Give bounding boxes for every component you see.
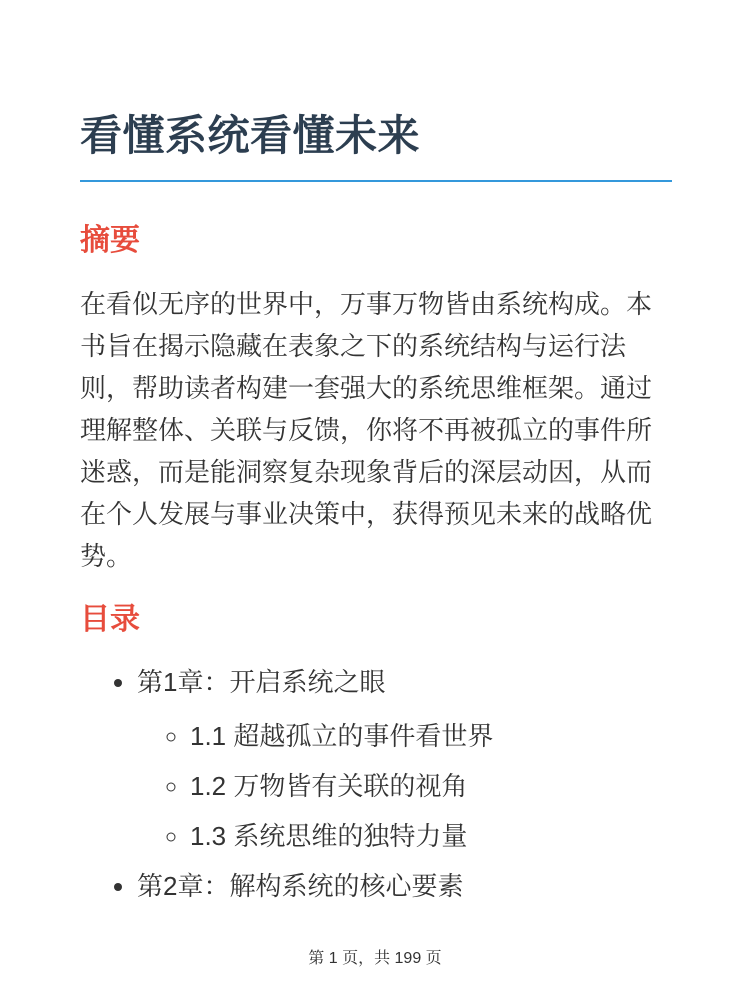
toc-section-1-1 xyxy=(190,715,672,757)
toc-section-1-2-label: 1.2 万物皆有关联的视角 xyxy=(190,771,468,802)
toc-chapter-2 xyxy=(137,865,672,907)
toc-heading: 目录 xyxy=(80,602,140,636)
toc-chapter-2-label: 第2章：解构系统的核心要素 xyxy=(137,871,464,902)
page-title: 看懂系统看懂未来 xyxy=(80,112,672,182)
abstract-heading: 摘要 xyxy=(80,224,140,258)
abstract-paragraph: 在看似无序的世界中，万事万物皆由系统构成。本书旨在揭示隐藏在表象之下的系统结构与运行法则，帮助读者构建一套强大的系统思维框架。通过理解整体、关联与反馈，你将不再被孤立的事件所迷惑，而是能洞察复杂现象背后的深层动因，从而在个人发展与事业决策中，获得预见未来的战略优势。 xyxy=(80,288,653,571)
toc-chapter-1-sections xyxy=(137,715,672,857)
toc-section-1-2 xyxy=(190,765,672,807)
toc-chapter-1-label: 第1章：开启系统之眼 xyxy=(137,667,386,698)
toc-chapter-1 xyxy=(137,661,672,857)
toc-list xyxy=(80,661,672,907)
page-footer-pagination: 第 1 页，共 199 页 xyxy=(308,950,442,967)
toc-section-1-3 xyxy=(190,815,672,857)
toc-section-1-3-label: 1.3 系统思维的独特力量 xyxy=(190,821,468,852)
toc-section-1-1-label: 1.1 超越孤立的事件看世界 xyxy=(190,721,494,752)
